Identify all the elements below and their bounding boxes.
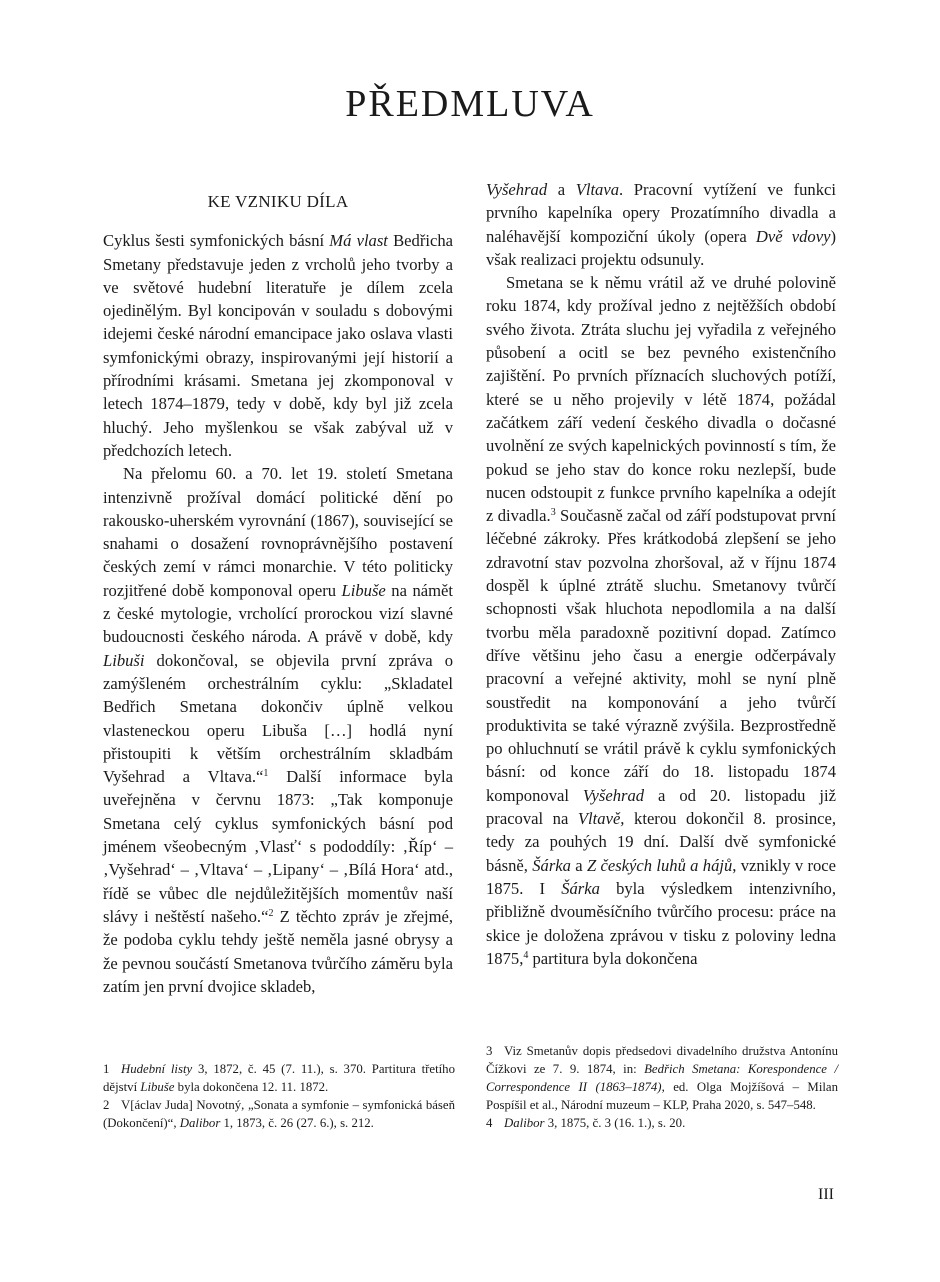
italic-title: Z českých luhů a hájů — [586, 855, 733, 875]
italic-title: Dalibor — [179, 1116, 221, 1130]
footnote-number: 2 — [103, 1098, 110, 1112]
footnotes-right — [486, 1042, 838, 1132]
italic-title: Vltavě, — [577, 809, 625, 829]
footnote-ref: 3 — [550, 507, 556, 519]
footnote-ref: 4 — [523, 949, 529, 961]
footnote-number: 4 — [486, 1116, 493, 1130]
italic-title: Dalibor — [504, 1116, 545, 1130]
body-paragraph: Vyšehrad a Vltava. Pracovní vytížení ve funkci prvního kapelníka opery Prozatímního divadla a naléhavější kompoziční úkoly (opera Dvě vdovy) však realizaci projektu odsunuly. — [486, 180, 837, 269]
italic-title: Vltava — [575, 180, 620, 199]
footnotes-left — [103, 1060, 455, 1132]
left-column — [103, 184, 453, 998]
body-paragraph: Na přelomu 60. a 70. let 19. století Smetana intenzivně prožíval domácí politické dění po rakousko-uherském vyrovnání (1867), související se snahami o dosažení rovnoprávnějšího postavení českých zemí v rámci monarchie. V této politicky rozjitřené době komponoval operu Libuše na námět z české mytologie, vrcholící prorockou vizí slavné budoucnosti českého národa. A právě v době, kdy Libuši dokončoval, se objevila první zpráva o zamýšleném orchestrálním cyklu: „Skladatel Bedřich Smetana dokončiv úplně velkou vlasteneckou operu Libuša […] hodlá nyní přistoupiti k větším orchestrálním skladbám Vyšehrad a Vltava.“$^1$ Další informace byla uveřejněna v červnu 1873: „Tak komponuje Smetana celý cyklus symfonických básní pod jménem všeobecným ‚Vlasť‘ s pododdíly: ‚Říp‘ – ‚Vyšehrad‘ – ‚Vltava‘ – ‚Lipany‘ – ‚Bílá Hora‘ atd., řídě se vůbec dle nejdůležitějších momentův naší slávy i neštěstí našeho.“$^2$ Z těchto zpráv je zřejmé, že podoba cyklu tehdy ještě neměla jasné obrysy a že pevnou součástí Smetanova tvůrčího záměru byla zatím jen první dvojice skladeb, — [103, 464, 453, 996]
italic-title: Hudební listy — [121, 1062, 193, 1076]
left-paragraphs — [103, 229, 453, 998]
italic-title: Dvě vdovy — [755, 226, 831, 246]
italic-title: Bedřich Smetana: Korespondence / Correspondence II (1863–1874), — [486, 1062, 838, 1094]
italic-title: Šárka — [532, 855, 571, 875]
footnote: 4 Dalibor 3, 1875, č. 3 (16. 1.), s. 20. — [486, 1116, 686, 1130]
italic-title: Šárka — [561, 878, 600, 898]
italic-title: Libuše — [341, 580, 386, 600]
body-paragraph: Smetana se k němu vrátil až ve druhé polovině roku 1874, kdy prožíval jedno z nejtěžších období svého života. Ztráta sluchu jej vyřadila z veřejného působení a ocitl se bez pevného existenčního zajištění. Po prvních příznacích sluchových potíží, které se u něho projevily v létě 1874, požádal začátkem září vedení českého divadla o dočasné uvolnění ze svých kapelnických povinností s tím, že pokud se jeho stav do konce roku nezlepší, bude nucen odstoupit z funkce prvního kapelníka a odejít z divadla.$^3$ Současně začal od září podstupovat první léčebné zákroky. Přes krátkodobá zlepšení se jeho zdravotní stav pozvolna zhoršoval, až v říjnu 1874 dospěl k úplné ztrátě sluchu. Smetanovy tvůrčí schopnosti však hluchota nepodlomila a na další tvorbu měla paradoxně pozitivní dopad. Zatímco dříve většinu jeho času a energie odčerpávaly pracovní a veřejné aktivity, mohl se nyní plně soustředit na komponování a jeho tvůrčí produktivita se také výrazně zvýšila. Bezprostředně po ohluchnutí se vrátil právě k cyklu symfonických básní: od konce září do 18. listopadu 1874 komponoval Vyšehrad a od 20. listopadu již pracoval na Vltavě, kterou dokončil 8. prosince, tedy za pouhých 19 dní. Další dvě symfonické básně, Šárka a Z českých luhů a hájů, vznikly v roce 1875. I Šárka byla výsledkem intenzivního, přibližně dvouměsíčního tvůrčího procesu: práce na skice je doložena zprávou v tisku z poloviny ledna 1875,$^4$ partitura byla dokončena — [486, 273, 836, 968]
italic-title: Vyšehrad — [486, 180, 548, 199]
italic-title: Vyšehrad — [582, 785, 645, 805]
italic-title: Má vlast — [329, 231, 388, 251]
footnote-number: 3 — [486, 1044, 493, 1058]
footnote-ref: 2 — [268, 907, 274, 919]
footnote-ref: 1 — [263, 768, 269, 780]
footnote: 2 V[áclav Juda] Novotný, „Sonata a symfonie – symfonická báseň (Dokončení)“, Dalibor 1, 1873, č. 26 (27. 6.), s. 212. — [103, 1098, 455, 1130]
page-number: III — [818, 1186, 834, 1203]
italic-title: Libuši — [103, 650, 145, 670]
section-heading: KE VZNIKU DÍLA — [207, 192, 349, 211]
footnote: 1 Hudební listy 3, 1872, č. 45 (7. 11.), s. 370. Partitura třetího dějství Libuše byla dokončena 12. 11. 1872. — [103, 1062, 455, 1094]
footnote: 3 Viz Smetanův dopis předsedovi divadelního družstva Antonínu Čížkovi ze 7. 9. 1874, in: Bedřich Smetana: Korespondence / Correspondence II (1863–1874), ed. Olga Mojžíšová – Milan Pospíšil et al., Národní muzeum – KLP, Praha 2020, s. 547–548. — [486, 1044, 839, 1112]
body-paragraph: Cyklus šesti symfonických básní Má vlast Bedřicha Smetany představuje jeden z vrcholů jeho tvorby a ve světové hudební literatuře je dílem zcela ojedinělým. Byl koncipován v souladu s dobovými idejemi české národní emancipace jako oslava vlasti symfonickými obrazy, inspirovanými její historií a přírodními krásami. Smetana jej zkomponoval v letech 1874–1879, tedy v době, kdy byl již zcela hluchý. Jeho myšlenkou se však zabýval už v předchozích letech. — [103, 231, 453, 460]
italic-title: Libuše — [140, 1080, 175, 1094]
footnote-number: 1 — [103, 1062, 110, 1076]
right-paragraphs — [486, 178, 836, 970]
right-column — [486, 178, 836, 970]
page-title: PŘEDMLUVA — [345, 83, 595, 125]
